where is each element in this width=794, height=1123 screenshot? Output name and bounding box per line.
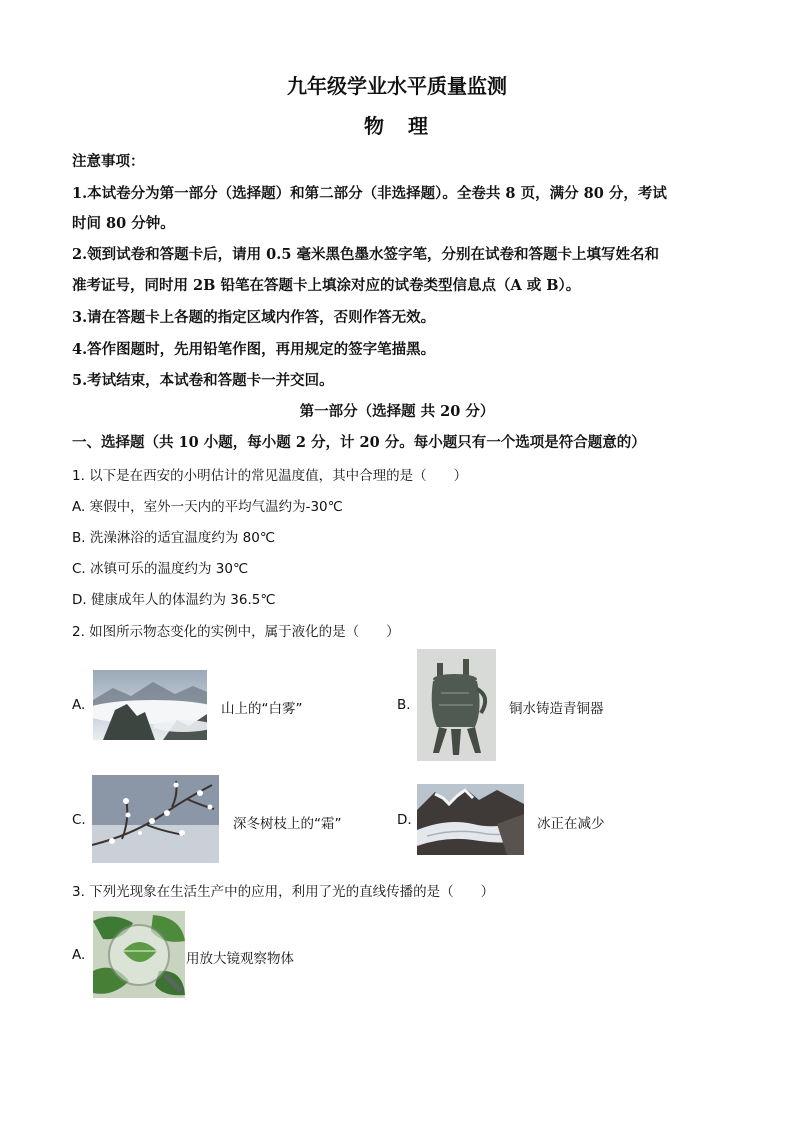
section-heading: 一、选择题（共 10 小题，每小题 2 分，计 20 分。每小题只有一个选项是符合题意的） — [72, 434, 646, 451]
question-3-option-a-letter: A. — [72, 947, 86, 963]
question-2-option-b-text: 铜水铸造青铜器 — [509, 701, 604, 717]
question-2-option-c-text: 深冬树枝上的“霜” — [233, 816, 342, 832]
question-2-option-c-letter: C. — [72, 812, 86, 828]
question-2-option-d-letter: D. — [397, 812, 412, 828]
glacier-photo — [417, 784, 524, 855]
mist-mountain-photo — [93, 670, 207, 740]
frost-branch-photo — [92, 775, 219, 863]
question-2-option-a-letter: A. — [72, 697, 86, 713]
question-1-stem: 1. 以下是在西安的小明估计的常见温度值，其中合理的是（ ） — [72, 468, 468, 484]
notes-line: 5.考试结束，本试卷和答题卡一并交回。 — [72, 372, 334, 389]
question-1-option-c: C. 冰镇可乐的温度约为 30℃ — [72, 561, 249, 577]
notes-heading: 注意事项： — [72, 153, 145, 170]
question-1-option-d: D. 健康成年人的体温约为 36.5℃ — [72, 592, 276, 608]
notes-line: 3.请在答题卡上各题的指定区域内作答，否则作答无效。 — [72, 309, 436, 326]
notes-line: 2.领到试卷和答题卡后，请用 0.5 毫米黑色墨水签字笔，分别在试卷和答题卡上填写姓名和 — [72, 246, 659, 263]
notes-line: 4.答作图题时，先用铅笔作图，再用规定的签字笔描黑。 — [72, 341, 436, 358]
subject-title: 物 理 — [364, 114, 430, 138]
notes-line: 1.本试卷分为第一部分（选择题）和第二部分（非选择题）。全卷共 8 页，满分 80 分，考试 — [72, 185, 667, 202]
question-2-stem: 2. 如图所示物态变化的实例中，属于液化的是（ ） — [72, 624, 400, 640]
question-3-stem: 3. 下列光现象在生活生产中的应用，利用了光的直线传播的是（ ） — [72, 884, 495, 900]
question-3-option-a-text: 用放大镜观察物体 — [186, 951, 294, 967]
notes-line: 准考证号，同时用 2B 铅笔在答题卡上填涂对应的试卷类型信息点（A 或 B）。 — [72, 277, 581, 294]
bronze-vessel-photo — [417, 649, 496, 761]
question-1-option-a: A. 寒假中，室外一天内的平均气温约为-30℃ — [72, 499, 343, 515]
question-1-option-b: B. 洗澡淋浴的适宜温度约为 80℃ — [72, 530, 275, 546]
part-one-title: 第一部分（选择题 共 20 分） — [299, 403, 495, 420]
exam-title: 九年级学业水平质量监测 — [287, 74, 507, 98]
question-2-option-b-letter: B. — [397, 697, 411, 713]
question-2-option-a-text: 山上的“白雾” — [221, 701, 303, 717]
question-2-option-d-text: 冰正在减少 — [537, 816, 605, 832]
magnifier-leaf-photo — [93, 911, 185, 998]
notes-line: 时间 80 分钟。 — [72, 215, 175, 232]
